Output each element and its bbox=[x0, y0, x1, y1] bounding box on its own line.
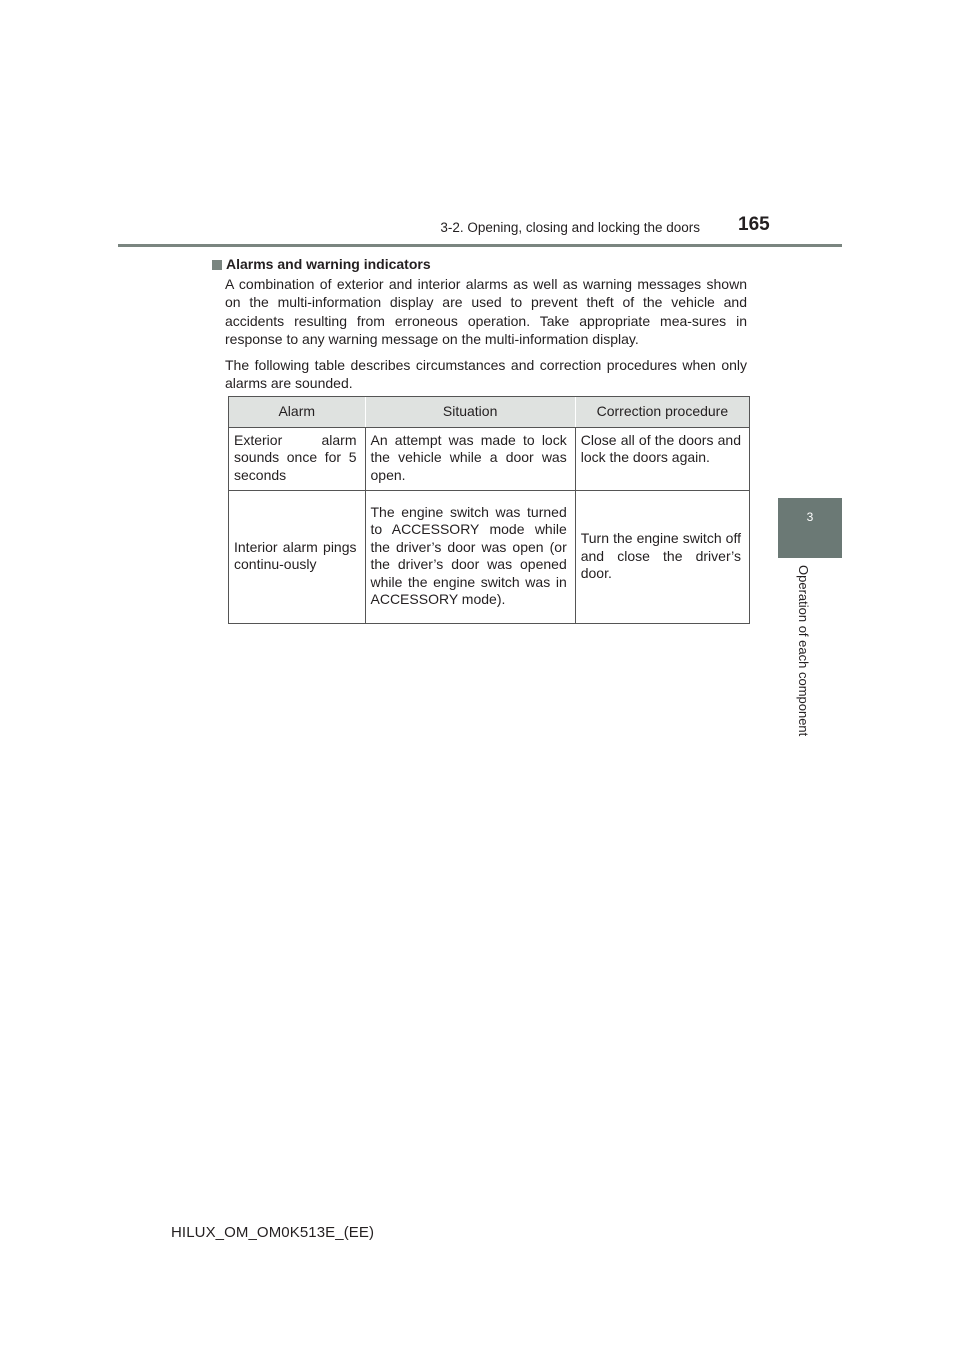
square-bullet-icon bbox=[212, 260, 222, 270]
footer-document-code: HILUX_OM_OM0K513E_(EE) bbox=[171, 1224, 375, 1241]
correction-cell: Close all of the doors and lock the doors again. bbox=[575, 428, 749, 491]
header-rule bbox=[118, 244, 842, 247]
alarm-cell: Exterior alarm sounds once for 5 seconds bbox=[229, 428, 366, 491]
table-intro-paragraph: The following table describes circumstances and correction procedures when only alarms are sounded. bbox=[225, 356, 747, 392]
table-header-row bbox=[229, 397, 750, 428]
alarm-table bbox=[228, 396, 750, 624]
table-row bbox=[229, 428, 750, 491]
page-number: 165 bbox=[738, 214, 770, 235]
alarms-section bbox=[212, 255, 747, 392]
alarm-cell: Interior alarm pings continu-ously bbox=[229, 491, 366, 624]
correction-cell: Turn the engine switch off and close the driver’s door. bbox=[575, 491, 749, 624]
section-heading-text: Alarms and warning indicators bbox=[226, 256, 431, 272]
intro-paragraph: A combination of exterior and interior alarms as well as warning messages shown on the multi-information display are used to prevent theft of the vehicle and accidents resulting from erroneous operation. Take appropriate mea-sures in response to any warning message on the multi-information display. bbox=[225, 276, 747, 348]
column-header-situation: Situation bbox=[365, 397, 575, 428]
situation-cell: An attempt was made to lock the vehicle while a door was open. bbox=[365, 428, 575, 491]
column-header-correction: Correction procedure bbox=[575, 397, 749, 428]
situation-cell: The engine switch was turned to ACCESSORY mode while the driver’s door was open (or the driver’s door was opened while the engine switch was in ACCESSORY mode). bbox=[365, 491, 575, 624]
column-header-alarm: Alarm bbox=[229, 397, 366, 428]
running-header-title: 3-2. Opening, closing and locking the doors bbox=[440, 220, 700, 235]
table-row bbox=[229, 491, 750, 624]
chapter-label: Operation of each component bbox=[796, 565, 811, 737]
chapter-number: 3 bbox=[806, 510, 814, 524]
chapter-tab bbox=[778, 498, 842, 558]
section-heading bbox=[212, 255, 747, 273]
